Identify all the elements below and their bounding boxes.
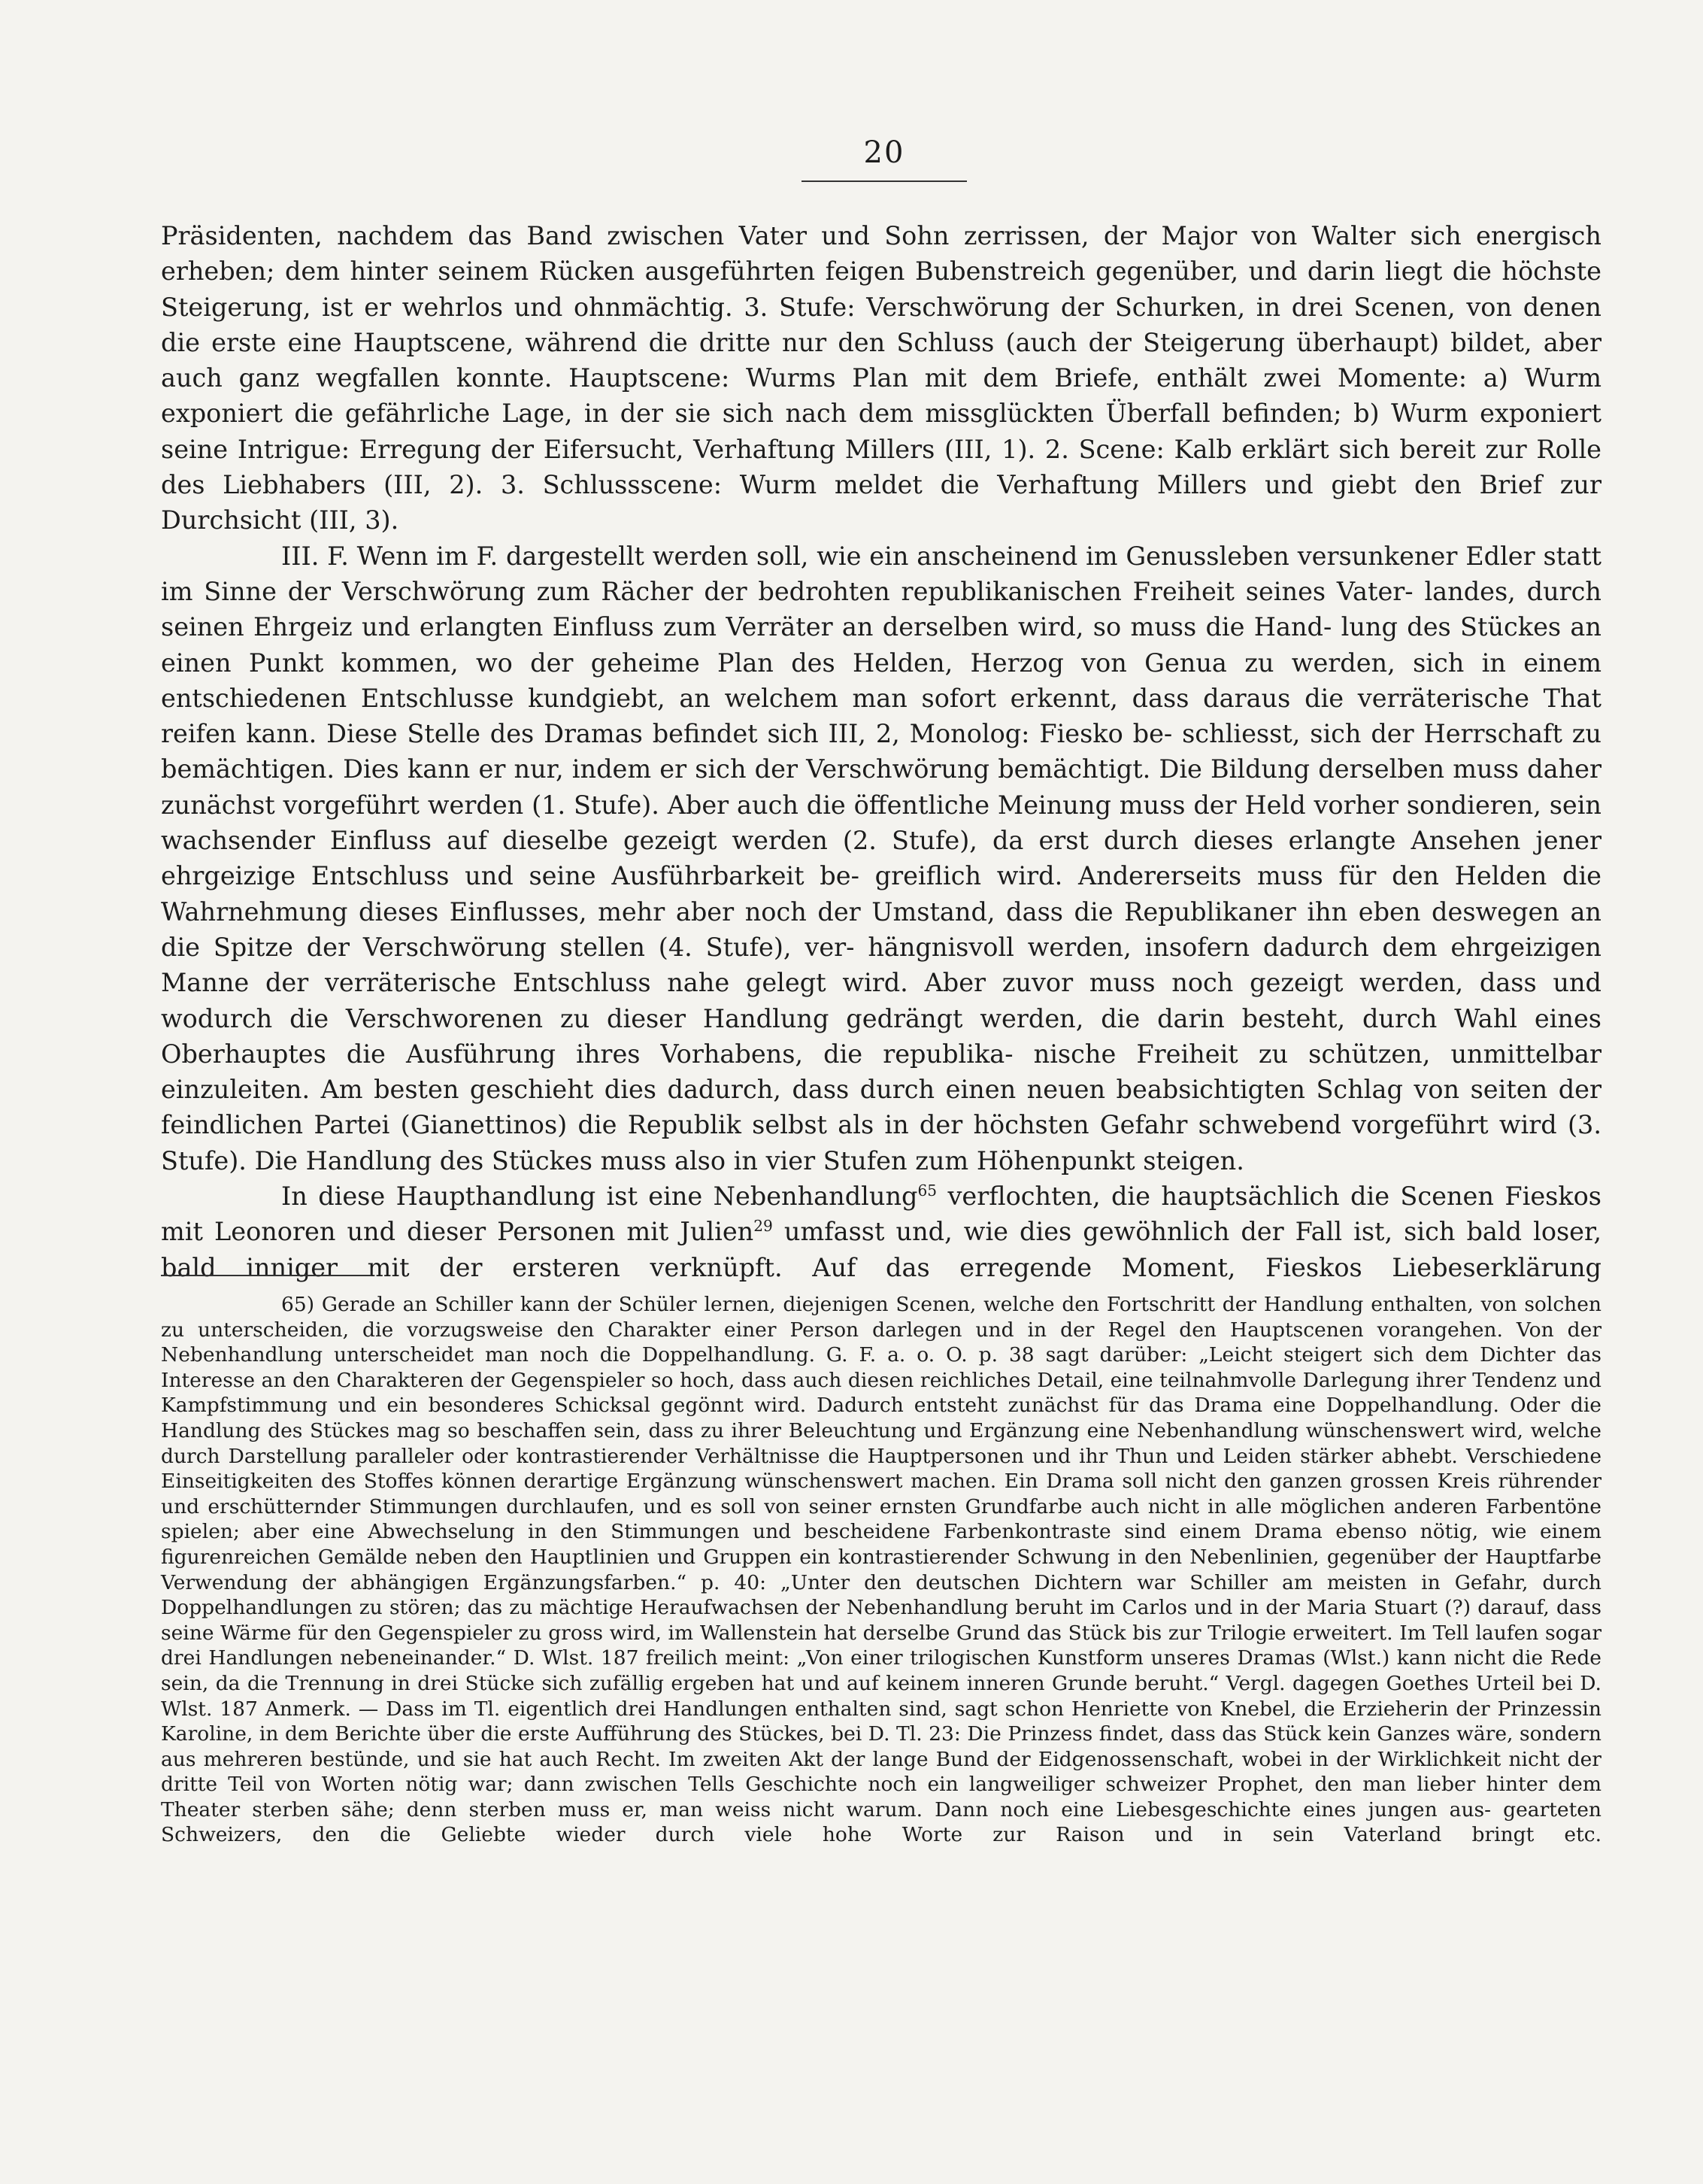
paragraph-1	[161, 218, 1601, 538]
text-line: denen die erste eine Hauptscene, während die dritte nur den Schluss (auch der Steigerung überhaupt)	[161, 292, 1602, 357]
footnote-line: D. Wlst. 187 Anmerk. — Dass im Tl. eigentlich drei Handlungen enthalten sind, sagt schon Henriette von Knebel,	[161, 1671, 1601, 1721]
text-line: Präsidenten, nachdem das Band zwischen Vater und Sohn zerrissen, der Major von Walter sich energisch	[161, 221, 1601, 250]
text-line: werden, die darin besteht, durch Wahl eines Oberhauptes die Ausführung ihres Vorhabens, die republika-	[161, 1003, 1601, 1069]
text-line: Umstand, dass die Republikaner ihn eben deswegen an die Spitze der Verschwörung stellen (4. Stufe), ver-	[161, 896, 1601, 962]
footnote-line: Drama soll nicht den ganzen grossen Kreis rührender und erschütternder Stimmungen durchlaufen, und es soll von	[161, 1470, 1601, 1518]
text-line: III. F. Wenn im F. dargestellt werden soll, wie ein anscheinend im Genussleben versunkener	[281, 541, 1458, 571]
footnote-ref[interactable]: 65	[917, 1181, 938, 1200]
text-line: zum Höhenpunkt steigen.	[915, 1145, 1244, 1175]
footnote-65	[161, 1292, 1601, 1848]
footnotes	[161, 1292, 1601, 1848]
footnote-line: Grund das Stück bis zur Trilogie erweitert. Im Tell laufen sogar drei Handlungen nebeneinander.“ D. Wlst. 187	[161, 1621, 1601, 1670]
footnote-line: Schicksal gegönnt wird. Dadurch entsteht zunächst für das Drama eine Doppelhandlung. Oder die Handlung des	[161, 1394, 1601, 1442]
footnote-line: in drei Stücke sich zufällig ergeben hat und auf keinem inneren Grunde beruht.“ Vergl. dagegen Goethes Urteil bei	[391, 1671, 1573, 1695]
text-line: neuen beabsichtigten Schlag von seiten der feindlichen Partei (Gianettinos) die Republik selbst als in der	[161, 1075, 1601, 1140]
footnote-line: Stimmungen und bescheidene Farbenkontraste sind einem Drama ebenso nötig, wie einem figurenreichen Gemälde	[161, 1520, 1601, 1569]
text-line: Edler statt im Sinne der Verschwörung zum Rächer der bedrohten republikanischen Freiheit seines Vater-	[161, 541, 1602, 606]
footnote-line: Stückes mag so beschaffen sein, dass zu ihrer Beleuchtung und Ergänzung eine Nebenhandlung wünschenswert wird,	[310, 1418, 1523, 1442]
footnote-line: Verwendung der abhängigen Ergänzungsfarben.“ p. 40: „Unter den deutschen Dichtern war Schiller am meisten in	[161, 1570, 1441, 1594]
footnote-line: Prinzess findet, dass das Stück kein Ganzes wäre, sondern aus mehreren bestünde, und sie hat auch Recht. Im	[161, 1722, 1601, 1771]
text-line: lung des Stückes an einen Punkt kommen, wo der geheime Plan des Helden, Herzog von Genua zu	[161, 612, 1601, 678]
text-line: landes, durch seinen Ehrgeiz und erlangten Einfluss zum Verräter an derselben wird, so muss die Hand-	[161, 576, 1601, 642]
text-line: nische Freiheit zu schützen, unmittelbar einzuleiten. Am besten geschieht dies dadurch, dass durch einen	[161, 1039, 1601, 1105]
text-line: die verräterische That reifen kann. Diese Stelle des Dramas befindet sich III, 2, Monolog: Fiesko be-	[161, 683, 1601, 749]
text-line: hängnisvoll werden, insofern dadurch dem ehrgeizigen Manne der verräterische Entschluss nahe gelegt wird.	[161, 932, 1601, 998]
footnote-ref[interactable]: 29	[753, 1217, 773, 1236]
footnote-line: enthalten, von solchen zu unterscheiden, die vorzugsweise den Charakter einer Person darlegen und in der Regel	[161, 1293, 1602, 1342]
footnote-line: auch diesen reichliches Detail, eine teilnahmvolle Darlegung ihrer Tendenz und Kampfstimmung und ein besonderes	[161, 1368, 1601, 1418]
footnote-line: neben den Hauptlinien und Gruppen ein kontrastierender Schwung in den Nebenlinien, gegenüber der Hauptfarbe	[415, 1545, 1601, 1569]
text-line: Momente: a) Wurm exponiert die gefährliche Lage, in der sie sich nach dem missglückten Überfall befinden;	[161, 363, 1601, 429]
text-line: b) Wurm exponiert seine Intrigue: Erregung der Eifersucht, Verhaftung Millers (III, 1). 2. Scene: Kalb	[161, 399, 1601, 464]
text-line: umfasst und, wie dies gewöhnlich der Fall ist, sich	[772, 1217, 1456, 1247]
footnote-line: sagt darüber: „Leicht steigert sich dem Dichter das Interesse an den Charakteren der Gegenspieler so hoch, dass	[161, 1343, 1601, 1392]
footnote-line: den Hauptscenen vorangehen. Von der Nebenhandlung unterscheidet man noch die Doppelhandlung. G. F. a. o. O. p. 38	[161, 1318, 1601, 1367]
footnote-line: sterben sähe; denn sterben muss er, man weiss nicht warum. Dann noch eine Liebesgeschichte eines jungen aus-	[252, 1797, 1492, 1822]
text-line: bildet, aber auch ganz wegfallen konnte. Hauptscene: Wurms Plan mit dem Briefe, enthält zwei	[161, 327, 1601, 393]
footnote-line: stärker abhebt. Verschiedene Einseitigkeiten des Stoffes können derartige Ergänzung wünschenswert machen. Ein	[161, 1444, 1601, 1494]
text-line: bald loser, bald inniger mit der ersteren verknüpft. Auf das erregende Moment, Fieskos Liebeserklärung	[161, 1217, 1601, 1282]
text-line: werden, sich in einem entschiedenen Entschlusse kundgiebt, an welchem man sofort erkennt, dass daraus	[161, 648, 1601, 713]
text-line: öffentliche Meinung muss der Held vorher sondieren, sein wachsender Einfluss auf dieselbe gezeigt werden	[161, 790, 1602, 856]
text-line: Steigerung, ist er wehrlos und ohnmächtig. 3. Stufe: Verschwörung der Schurken, in drei Scenen, von	[161, 292, 1513, 322]
footnote-line: Gefahr, durch Doppelhandlungen zu stören; das zu mächtige Heraufwachsen der Nebenhandlung beruht im Carlos	[161, 1570, 1601, 1620]
text-line: Millers und giebt den Brief zur Durchsicht (III, 3).	[161, 470, 1602, 535]
footnote-line: 65) Gerade an Schiller kann der Schüler lernen, diejenigen Scenen, welche den Fortschritt der Handlung	[281, 1293, 1364, 1316]
footnote-line: freilich meint: „Von einer trilogischen Kunstform unseres Dramas (Wlst.) kann nicht die Rede sein, da die Trennung	[161, 1646, 1601, 1695]
footnote-line: zweiten Akt der lange Bund der Eidgenossenschaft, wobei in der Wirklichkeit nicht der dritte Teil von Worten nötig	[161, 1747, 1601, 1797]
footnote-line: seiner ernsten Grundfarbe auch nicht in alle möglichen anderen Farbentöne spielen; aber eine Abwechselung in den	[161, 1494, 1601, 1544]
text-line: Aber zuvor muss noch gezeigt werden, dass und wodurch die Verschworenen zu dieser Handlung gedrängt	[161, 968, 1602, 1033]
text-line: (2. Stufe), da erst durch dieses erlangte Ansehen jener ehrgeizige Entschluss und seine Ausführbarkeit be-	[161, 826, 1601, 891]
text-line: erheben; dem hinter seinem Rücken ausgeführten feigen Bubenstreich gegenüber, und darin liegt die höchste	[161, 256, 1601, 287]
footnote-rule	[161, 1275, 371, 1276]
text-line: greiflich wird. Andererseits muss für den Helden die Wahrnehmung dieses Einflusses, mehr aber noch der	[161, 861, 1601, 927]
paragraph-2	[161, 538, 1601, 1178]
page-number: 20	[863, 135, 905, 170]
footnote-line: war; dann zwischen Tells Geschichte noch ein langweiliger schweizer Prophet, den man lieber hinter dem Theater	[161, 1773, 1601, 1822]
text-line: erklärt sich bereit zur Rolle des Liebhabers (III, 2). 3. Schlussscene: Wurm meldet die Verhaftung	[161, 434, 1601, 500]
text-line: bemächtigt. Die Bildung derselben muss daher zunächst vorgeführt werden (1. Stufe). Aber auch die	[161, 754, 1602, 820]
text-line: schliesst, sich der Herrschaft zu bemächtigen. Dies kann er nur, indem er sich der Verschwörung	[161, 719, 1602, 784]
paragraph-3	[161, 1178, 1601, 1285]
text-line: höchsten Gefahr schwebend vorgeführt wird (3. Stufe). Die Handlung des Stückes muss also in vier Stufen	[161, 1110, 1601, 1175]
main-text	[161, 218, 1601, 1285]
footnote-line: die Erzieherin der Prinzessin Karoline, in dem Berichte über die erste Aufführung des Stückes, bei D. Tl. 23: Die	[161, 1697, 1601, 1746]
text-line: Fieskos mit Leonoren und dieser Personen mit Julien	[161, 1181, 1601, 1247]
page-number-rule	[802, 180, 967, 182]
text-line: verflochten, die hauptsächlich die Scenen	[937, 1181, 1494, 1212]
text-line: In diese Haupthandlung ist eine Nebenhandlung	[281, 1181, 918, 1212]
footnote-line: und in der Maria Stuart (?) darauf, dass seine Wärme für den Gegenspieler zu gross wird, im Wallenstein hat derselbe	[161, 1596, 1601, 1645]
footnote-line: welche durch Darstellung paralleler oder kontrastierender Verhältnisse die Hauptpersonen und ihr Thun und Leiden	[161, 1418, 1601, 1468]
footnote-line: gearteten Schweizers, den die Geliebte wieder durch viele hohe Worte zur Raison und in sein Vaterland bringt etc.	[161, 1797, 1601, 1847]
